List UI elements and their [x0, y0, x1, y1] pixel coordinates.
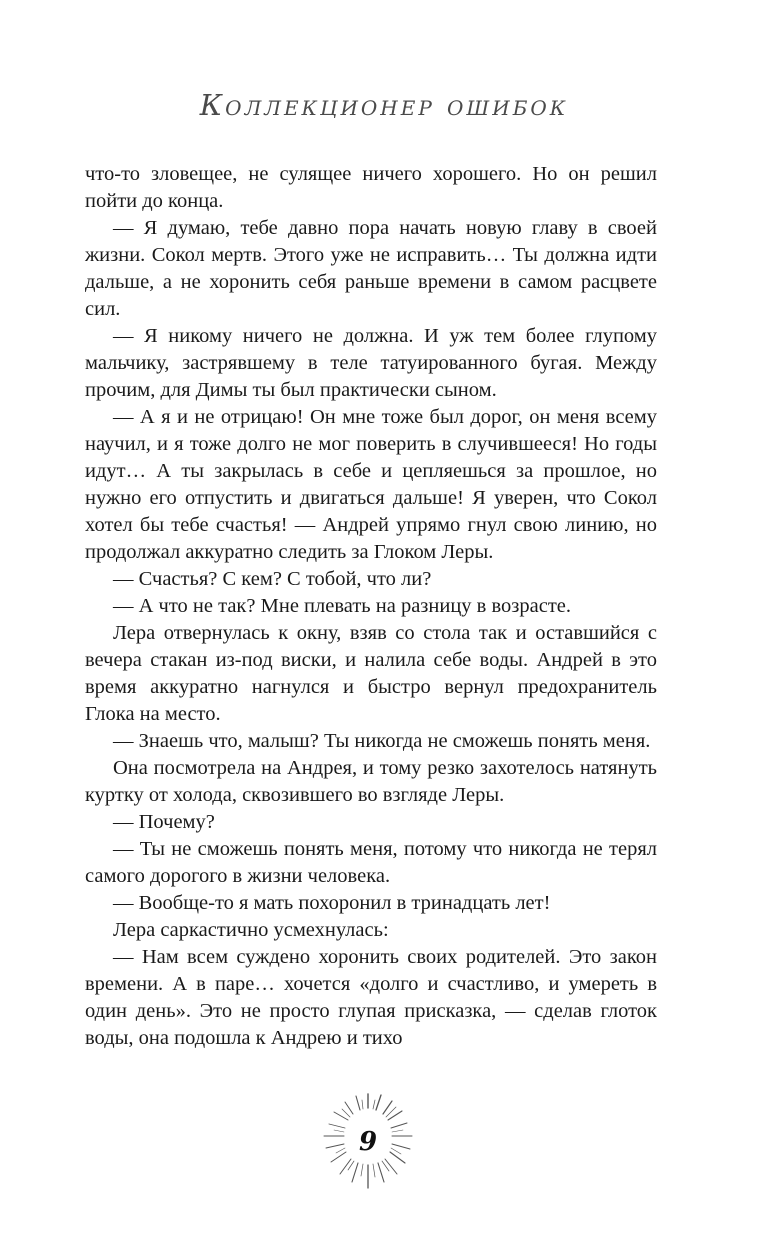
paragraph: Лера саркастично усмехнулась:: [113, 919, 389, 941]
paragraph: Лера отвернулась к окну, взяв со стола так и оставшийся с вечера стакан из-под виски, и налила себе воды. Андрей в это время аккуратно нагнулся и быстро вернул предохранитель Глока на место.: [85, 622, 657, 725]
paragraph: — А я и не отрицаю! Он мне тоже был дорог, он меня всему научил, и я тоже долго не мог поверить в случившееся! Но годы идут… А ты закрылась в себе и цепляешься за прошлое, но нужно его отпустить и двигаться дальше! Я уверен, что Сокол хотел бы тебе счастья! — Андрей упрямо гнул свою линию, но продолжал аккуратно следить за Глоком Леры.: [85, 406, 657, 563]
paragraph: Она посмотрела на Андрея, и тому резко захотелось натянуть куртку от холода, сквозившего во взгляде Леры.: [85, 757, 657, 806]
paragraph: — Я никому ничего не должна. И уж тем более глупому мальчику, застрявшему в теле татуированного бугая. Между прочим, для Димы ты был практически сыном.: [85, 325, 657, 401]
paragraph: — Ты не сможешь понять меня, потому что никогда не терял самого дорогого в жизни человека.: [85, 838, 657, 887]
paragraph: — Почему?: [113, 811, 215, 833]
paragraph: что-то зловещее, не сулящее ничего хорошего. Но он решил пойти до конца.: [85, 163, 657, 212]
running-head: Коллекционер ошибок: [199, 88, 569, 122]
page-number-ornament: [312, 1086, 424, 1198]
paragraph: — А что не так? Мне плевать на разницу в возрасте.: [113, 595, 571, 617]
paragraph: — Я думаю, тебе давно пора начать новую главу в своей жизни. Сокол мертв. Этого уже не исправить… Ты должна идти дальше, а не хоронить себя раньше времени в самом расцвете сил.: [85, 217, 657, 320]
paragraph: — Вообще-то я мать похоронил в тринадцать лет!: [113, 892, 551, 914]
page-number: 9: [358, 1127, 378, 1157]
body-text: [85, 161, 657, 1052]
paragraph: — Счастья? С кем? С тобой, что ли?: [113, 568, 432, 590]
paragraph: — Знаешь что, малыш? Ты никогда не сможешь понять меня.: [113, 730, 651, 752]
paragraph: — Нам всем суждено хоронить своих родителей. Это закон времени. А в паре… хочется «долго и счастливо, и умереть в один день». Это не просто глупая присказка, — сделав глоток воды, она подошла к Андрею и тихо: [85, 946, 657, 1049]
